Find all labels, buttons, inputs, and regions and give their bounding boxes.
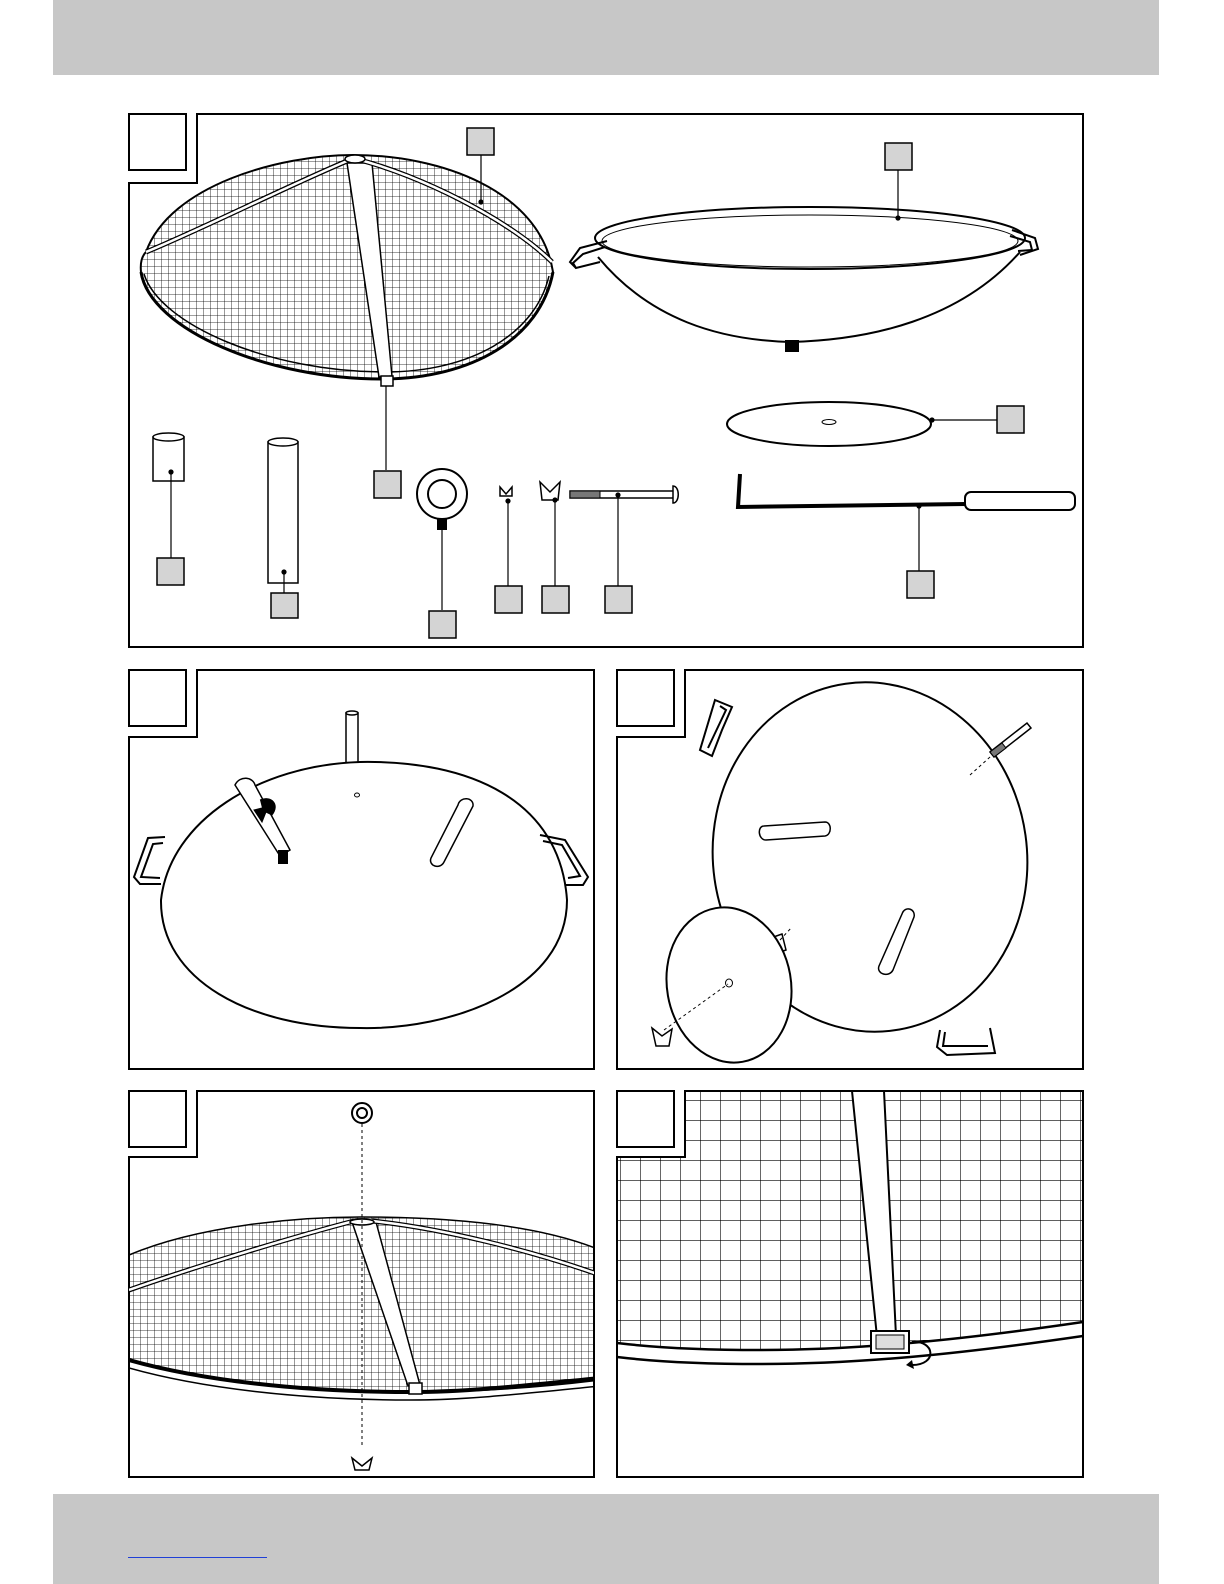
part-label-box xyxy=(542,586,569,613)
figure-parts-overview xyxy=(129,114,1083,647)
figure-number-box xyxy=(129,114,186,170)
part-label-box xyxy=(907,571,934,598)
part-label-box xyxy=(495,586,522,613)
wing-nut-large xyxy=(540,482,560,500)
figure-number-box xyxy=(617,1091,674,1147)
figure-step-eye-ring xyxy=(129,1091,600,1477)
part-label-box xyxy=(271,593,298,618)
fire-bowl xyxy=(570,207,1038,352)
part-label-box xyxy=(885,143,912,170)
spark-screen-dome xyxy=(141,155,553,386)
leg-cap xyxy=(153,437,184,481)
figure-step-clip xyxy=(617,1091,1083,1477)
part-label-box xyxy=(157,558,184,585)
part-label-box xyxy=(429,611,456,638)
figure-step-ash-plate xyxy=(617,662,1083,1073)
figure-number-box xyxy=(617,670,674,726)
figure-number-box xyxy=(129,1091,186,1147)
leg-tube xyxy=(268,442,298,583)
bolt xyxy=(570,486,678,503)
part-label-box xyxy=(605,586,632,613)
eye-ring xyxy=(417,469,467,530)
part-label-box xyxy=(467,128,494,155)
figure-number-box xyxy=(129,670,186,726)
wing-nut-small xyxy=(500,487,512,496)
poker-tool xyxy=(738,474,1075,510)
figure-step-legs xyxy=(129,670,594,1069)
part-label-box xyxy=(374,471,401,498)
part-label-box xyxy=(997,406,1024,433)
